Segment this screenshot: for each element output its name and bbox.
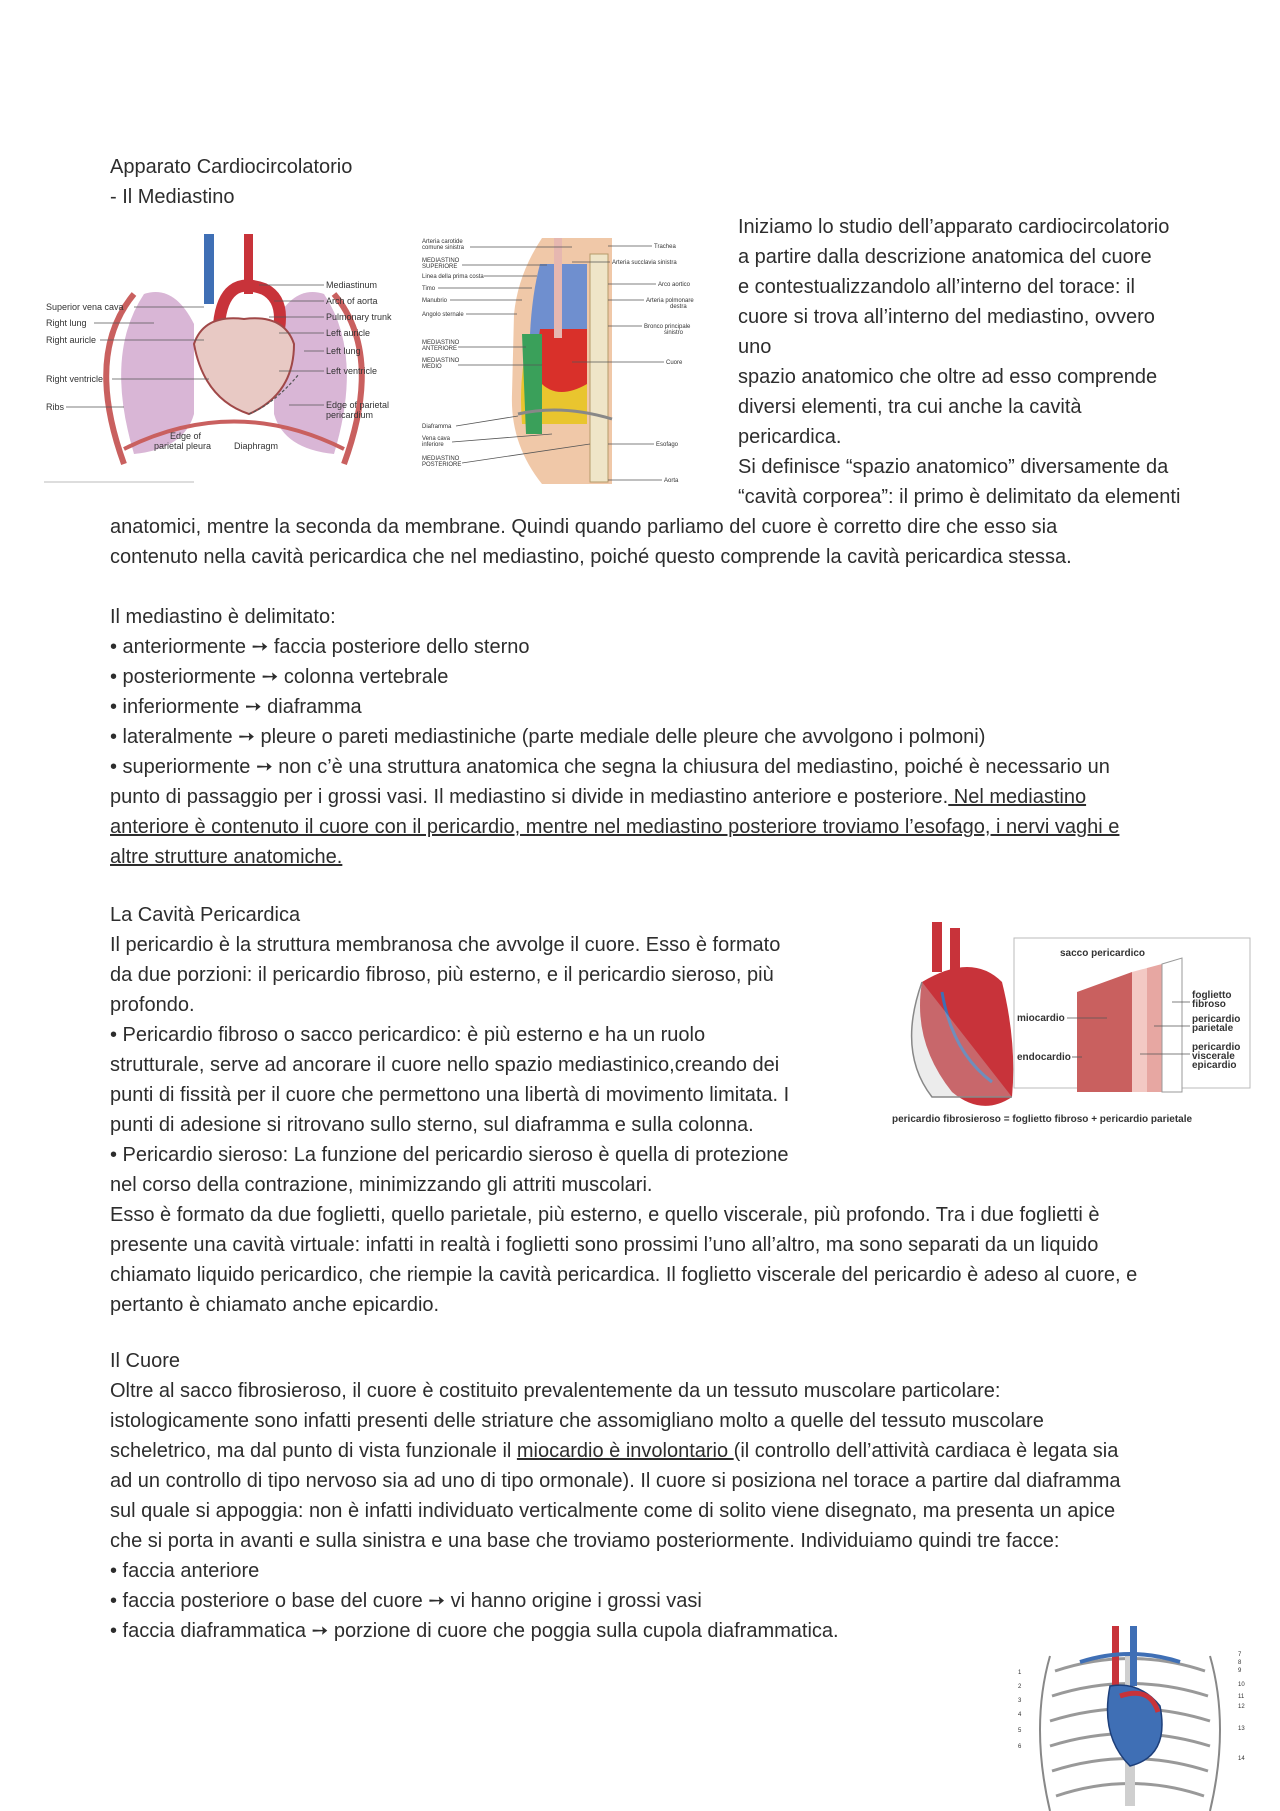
vena-cava-shape — [204, 234, 214, 304]
cuore-line3-after: (il controllo dell’attività cardiaca è legata sia — [733, 1440, 1119, 1462]
cuore-line — [110, 1436, 1210, 1466]
pericardio-line: chiamato liquido pericardico, che riempie la cavità pericardica. Il foglietto viscerale del pericardio è adeso al cuore, e — [110, 1264, 1138, 1286]
trachea-shape — [554, 238, 562, 338]
label-parietal-pleura: parietal pleura — [154, 441, 212, 451]
label-aorta: Aorta — [664, 478, 679, 484]
pericardio-line: pertanto è chiamato anche epicardio. — [110, 1294, 440, 1316]
label-mediastino-sup-1: MEDIASTINO — [422, 258, 460, 264]
intro-line: spazio anatomico che oltre ad esso comprende — [738, 366, 1158, 388]
label-ribs: Ribs — [46, 402, 65, 412]
vessel-top-1 — [932, 922, 942, 972]
label-arteria-succlavia: Arteria succlavia sinistra — [612, 260, 677, 266]
mediastino-bullet: • lateralmente ➙ pleure o pareti mediastiniche (parte mediale delle pleure che avvolgono i polmoni) — [110, 726, 986, 748]
label-sinistro: sinistro — [664, 330, 684, 336]
rib-number: 9 — [1238, 1668, 1242, 1674]
intro-line: e contestualizzandolo all’interno del torace: il — [738, 276, 1135, 298]
label-right-ventricle: Right ventricle — [46, 374, 104, 384]
label-parietale: parietale — [1192, 1023, 1234, 1034]
right-lung-shape — [121, 292, 194, 454]
label-left-auricle: Left auricle — [326, 328, 371, 338]
label-foglietto: foglietto — [1192, 990, 1232, 1001]
label-destra: destra — [670, 304, 687, 310]
mediastino-bullet: • inferiormente ➙ diaframma — [110, 696, 362, 718]
label-mediastino-post-1: MEDIASTINO — [422, 456, 460, 462]
cuore-bullet: • faccia posteriore o base del cuore ➙ vi hanno origine i grossi vasi — [110, 1590, 702, 1612]
document-subtitle: - Il Mediastino — [110, 186, 235, 208]
mediastino-bullet: • superiormente ➙ non c’è una struttura anatomica che segna la chiusura del mediastino, poiché è necessario un — [110, 756, 1110, 778]
label-mediastino-ant-2: ANTERIORE — [422, 346, 458, 352]
mediastino-bullet: • posteriormente ➙ colonna vertebrale — [110, 666, 449, 688]
thorax-heart-figure — [44, 234, 414, 490]
pericardio-line: punti di fissità per il cuore che permettono una libertà di movimento limitata. I — [110, 1084, 790, 1106]
label-arco-aortico: Arco aortico — [658, 282, 691, 288]
label-angolo-sternale: Angolo sternale — [422, 312, 464, 318]
label-diaphragm: Diaphragm — [234, 441, 279, 451]
label-arteria-polmonare: Arteria polmonare — [646, 298, 694, 304]
label-superior-vena-cava: Superior vena cava — [46, 302, 124, 312]
cuore-line3-before: scheletrico, ma dal punto di vista funzionale il — [110, 1440, 517, 1462]
pericardio-line: nel corso della contrazione, minimizzando gli attriti muscolari. — [110, 1174, 653, 1196]
intro-line: pericardica. — [738, 426, 842, 448]
label-vena-cava: Vena cava — [422, 436, 451, 442]
label-right-lung: Right lung — [46, 318, 87, 328]
label-mediastinum: Mediastinum — [326, 280, 378, 290]
pericardio-line: Esso è formato da due foglietti, quello parietale, più esterno, e quello viscerale, più profondo. Tra i due foglietti è — [110, 1204, 1100, 1226]
heart-in-ribcage — [1108, 1685, 1163, 1766]
mediastino-tail-underlined: altre strutture anatomiche. — [110, 846, 343, 868]
pericardium-caption: pericardio fibrosieroso = foglietto fibroso + pericardio parietale — [892, 1114, 1193, 1125]
cuore-section — [110, 1346, 1210, 1646]
cuore-line: che si porta in avanti e sulla sinistra e una base che troviamo posteriormente. Individuiamo quindi tre facce: — [110, 1530, 1060, 1552]
spine-shape — [590, 254, 608, 482]
intro-line: contenuto nella cavità pericardica che nel mediastino, poiché questo comprende la cavità pericardica stessa. — [110, 546, 1072, 568]
intro-right-column — [738, 212, 1238, 512]
pericardio-line: • Pericardio fibroso o sacco pericardico: è più esterno e ha un ruolo — [110, 1024, 706, 1046]
rib-number: 6 — [1018, 1744, 1022, 1750]
label-left-ventricle: Left ventricle — [326, 366, 378, 376]
pericardio-line: punti di adesione si ritrovano sullo sterno, sul diaframma e sulla colonna. — [110, 1114, 754, 1136]
pericardio-line: strutturale, serve ad ancorare il cuore nello spazio mediastinico,creando dei — [110, 1054, 780, 1076]
rib-number: 7 — [1238, 1652, 1242, 1658]
pericardio-line: • Pericardio sieroso: La funzione del pericardio sieroso è quella di protezione — [110, 1144, 789, 1166]
rib-number: 10 — [1238, 1682, 1245, 1688]
intro-line: uno — [738, 336, 772, 358]
pericardio-full-width — [110, 1200, 1210, 1320]
pericardio-line: profondo. — [110, 994, 195, 1016]
mediastino-tail-plain: punto di passaggio per i grossi vasi. Il mediastino si divide in mediastino anteriore e posteriore. — [110, 786, 949, 808]
pericardio-line: da due porzioni: il pericardio fibroso, più esterno, e il pericardio sieroso, più — [110, 964, 774, 986]
label-timo: Timo — [422, 286, 436, 292]
cuore-line: sul quale si appoggia: non è infatti individuato verticalmente come di solito viene disegnato, ma presenta un apice — [110, 1500, 1116, 1522]
label-manubrio: Manubrio — [422, 298, 448, 304]
mediastino-tail-line — [110, 782, 1210, 812]
pericardium-figure — [892, 922, 1254, 1128]
rib-number: 5 — [1018, 1728, 1022, 1734]
label-mediastino-post-2: POSTERIORE — [422, 462, 462, 468]
label-sacco-pericardico: sacco pericardico — [1060, 948, 1146, 959]
rib-number: 11 — [1238, 1694, 1245, 1700]
rib-number: 2 — [1018, 1684, 1022, 1690]
label-fibroso: fibroso — [1192, 999, 1226, 1010]
cuore-bullet: • faccia diaframmatica ➙ porzione di cuore che poggia sulla cupola diaframmatica. — [110, 1620, 839, 1642]
label-esofago: Esofago — [656, 442, 679, 448]
label-mediastino-medio-1: MEDIASTINO — [422, 358, 460, 364]
pericardio-section — [110, 900, 870, 1200]
intro-line: diversi elementi, tra cui anche la cavità — [738, 396, 1082, 418]
cuore-bullet: • faccia anteriore — [110, 1560, 260, 1582]
pericardio-line: Il pericardio è la struttura membranosa che avvolge il cuore. Esso è formato — [110, 934, 781, 956]
fibrous-layer — [1162, 958, 1182, 1092]
intro-line: anatomici, mentre la seconda da membrane. Quindi quando parliamo del cuore è corretto dire che esso sia — [110, 516, 1058, 538]
intro-line: cuore si trova all’interno del mediastino, ovvero — [738, 306, 1155, 328]
mediastino-tail-underlined: anteriore è contenuto il cuore con il pericardio, mentre nel mediastino posteriore troviamo l’esofago, i nervi vaghi e — [110, 816, 1120, 838]
cuore-heading: Il Cuore — [110, 1350, 181, 1372]
label-pericardio-1: pericardio — [1192, 1014, 1241, 1025]
label-pericardio-2: pericardio — [1192, 1042, 1241, 1053]
parietal-layer — [1147, 964, 1162, 1092]
label-cuore: Cuore — [666, 360, 683, 366]
label-pericardium: pericardium — [326, 410, 374, 420]
intro-line: Iniziamo lo studio dell’apparato cardiocircolatorio — [738, 216, 1170, 238]
rib-number: 13 — [1238, 1726, 1245, 1732]
cuore-line: Oltre al sacco fibrosieroso, il cuore è costituito prevalentemente da un tessuto muscolare particolare: — [110, 1380, 1001, 1402]
label-diaframma: Diaframma — [422, 424, 452, 430]
mediastino-section — [110, 602, 1210, 872]
ribcage-figure — [1010, 1626, 1250, 1811]
intro-line: a partire dalla descrizione anatomica del cuore — [738, 246, 1152, 268]
cuore-line: ad un controllo di tipo nervoso sia ad uno di tipo ormonale). Il cuore si posiziona nel torace a partire dal diaframma — [110, 1470, 1121, 1492]
rib-number: 3 — [1018, 1698, 1022, 1704]
label-linea-prima-costa: Linea della prima costa — [422, 274, 484, 280]
label-endocardio: endocardio — [1017, 1052, 1071, 1063]
epicardium-layer — [1132, 968, 1147, 1092]
label-mediastino-medio-2: MEDIO — [422, 364, 442, 370]
rib-number: 4 — [1018, 1712, 1022, 1718]
label-inferiore: inferiore — [422, 442, 444, 448]
label-edge-parietal: Edge of parietal — [326, 400, 390, 410]
pericardio-line: presente una cavità virtuale: infatti in realtà i foglietti sono prossimi l’uno all’altro, ma sono separati da un liquido — [110, 1234, 1099, 1256]
label-trachea: Trachea — [654, 244, 676, 250]
label-left-lung: Left lung — [326, 346, 361, 356]
rib-number: 8 — [1238, 1660, 1242, 1666]
pericardio-heading: La Cavità Pericardica — [110, 904, 301, 926]
label-epicardio: epicardio — [1192, 1060, 1237, 1071]
label-comune-sinistra: comune sinistra — [422, 245, 465, 251]
rib-number: 12 — [1238, 1704, 1245, 1710]
myocardium-layer — [1077, 972, 1132, 1092]
cuore-line: istologicamente sono infatti presenti delle striature che assomigliano molto a quelle del tessuto muscolare — [110, 1410, 1044, 1432]
rib-number: 1 — [1018, 1670, 1022, 1676]
label-pulmonary-trunk: Pulmonary trunk — [326, 312, 392, 322]
label-arteria-carotide: Arteria carotide — [422, 239, 463, 245]
cuore-line3-underlined: miocardio è involontario — [516, 1440, 734, 1462]
rib-number: 14 — [1238, 1756, 1245, 1762]
sagittal-mediastinum-figure — [422, 234, 694, 486]
label-arch-of-aorta: Arch of aorta — [326, 296, 378, 306]
label-mediastino-ant-1: MEDIASTINO — [422, 340, 460, 346]
mediastino-tail-underlined: Nel mediastino — [948, 786, 1087, 808]
label-bronco: Bronco principale — [644, 324, 691, 330]
vessel-top-2 — [950, 928, 960, 972]
mediastino-lead: Il mediastino è delimitato: — [110, 606, 336, 628]
intro-line: Si definisce “spazio anatomico” diversamente da — [738, 456, 1169, 478]
intro-line: “cavità corporea”: il primo è delimitato da elementi — [738, 486, 1181, 508]
document-title: Apparato Cardiocircolatorio — [110, 156, 353, 178]
label-edge-of: Edge of — [170, 431, 202, 441]
intro-full-width — [110, 512, 1210, 572]
mediastino-bullet: • anteriormente ➙ faccia posteriore dello sterno — [110, 636, 530, 658]
label-right-auricle: Right auricle — [46, 335, 97, 345]
label-mediastino-sup-2: SUPERIORE — [422, 264, 458, 270]
label-miocardio: miocardio — [1017, 1013, 1065, 1024]
label-viscerale: viscerale — [1192, 1051, 1235, 1062]
